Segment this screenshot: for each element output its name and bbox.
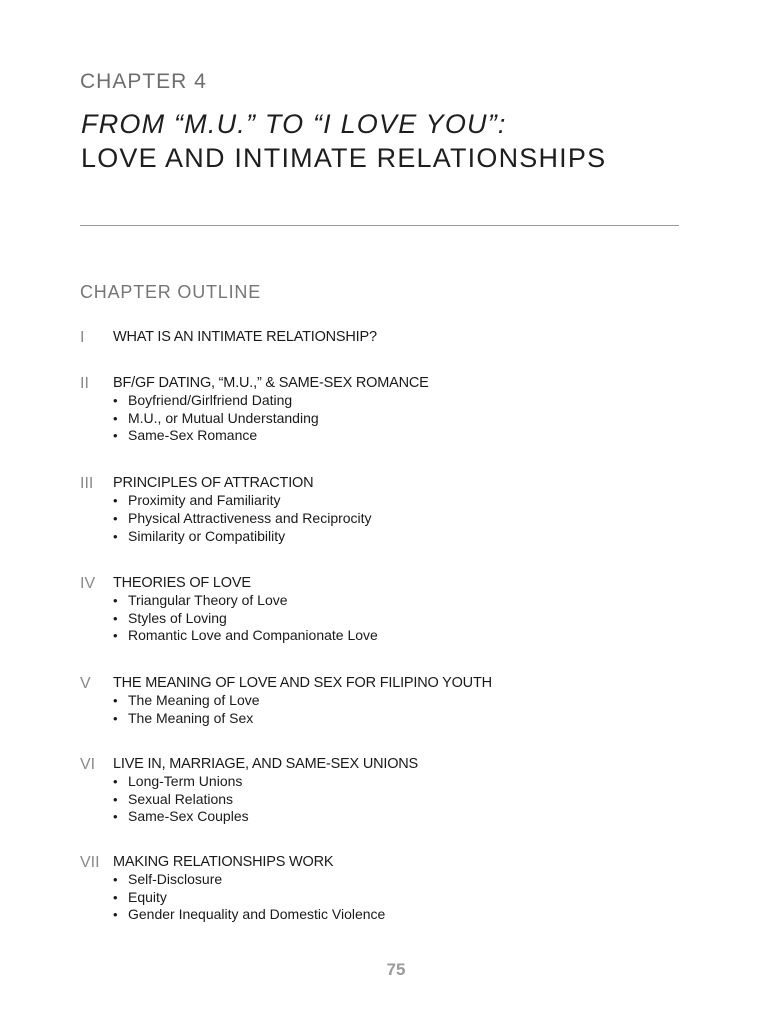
list-item: • M.U., or Mutual Understanding (113, 409, 319, 426)
section-title: WHAT IS AN INTIMATE RELATIONSHIP? (113, 329, 377, 345)
section-title: MAKING RELATIONSHIPS WORK (113, 854, 334, 870)
list-item: • Sexual Relations (113, 790, 234, 807)
section-numeral: III (80, 475, 94, 492)
list-item: • Same-Sex Romance (113, 427, 258, 443)
list-item: • Triangular Theory of Love (113, 592, 288, 608)
section-title: THEORIES OF LOVE (113, 575, 251, 591)
bullet-icon: • (113, 610, 118, 626)
section-items (113, 773, 249, 826)
section-numeral: VII (80, 854, 100, 871)
bullet-icon: • (113, 628, 118, 643)
section-title: LIVE IN, MARRIAGE, AND SAME-SEX UNIONS (113, 756, 419, 772)
chapter-title-line-2: LOVE AND INTIMATE RELATIONSHIPS (81, 143, 607, 173)
chapter-title-line-1: FROM “M.U.” TO “I LOVE YOU”: (81, 109, 507, 139)
section-title: THE MEANING OF LOVE AND SEX FOR FILIPINO YOUTH (113, 675, 492, 691)
bullet-icon: • (113, 593, 118, 608)
outline-heading: CHAPTER OUTLINE (80, 282, 262, 302)
list-item: • Physical Attractiveness and Reciprocity (113, 509, 372, 526)
list-item: • The Meaning of Love (113, 692, 260, 708)
section-numeral: VI (80, 756, 96, 773)
section-items (113, 392, 319, 445)
bullet-icon: • (113, 889, 118, 905)
list-item: • Same-Sex Couples (113, 808, 249, 824)
bullet-icon: • (113, 791, 118, 807)
section-title: PRINCIPLES OF ATTRACTION (113, 475, 314, 491)
section-items (113, 871, 385, 924)
bullet-icon: • (113, 428, 118, 443)
list-item: • Gender Inequality and Domestic Violence (113, 906, 386, 922)
section-numeral: V (80, 675, 91, 692)
bullet-icon: • (113, 693, 118, 708)
section-numeral: IV (80, 575, 96, 592)
bullet-icon: • (113, 510, 118, 526)
bullet-icon: • (113, 872, 118, 887)
list-item: • Boyfriend/Girlfriend Dating (113, 392, 293, 408)
bullet-icon: • (113, 907, 118, 922)
section-numeral: I (80, 329, 85, 346)
bullet-icon: • (113, 710, 118, 726)
list-item: • The Meaning of Sex (113, 709, 254, 726)
bullet-icon: • (113, 774, 118, 789)
list-item: • Long-Term Unions (113, 773, 243, 789)
page-number: 75 (386, 960, 406, 979)
chapter-label: CHAPTER 4 (80, 70, 207, 93)
section-items (113, 692, 260, 727)
list-item: • Similarity or Compatibility (113, 528, 286, 544)
list-item: • Equity (113, 888, 167, 905)
list-item: • Self-Disclosure (113, 871, 223, 887)
list-item: • Romantic Love and Companionate Love (113, 627, 378, 643)
section-items (113, 492, 372, 546)
list-item: • Proximity and Familiarity (113, 492, 281, 508)
bullet-icon: • (113, 529, 118, 544)
list-item: • Styles of Loving (113, 609, 227, 626)
bullet-icon: • (113, 393, 118, 408)
bullet-icon: • (113, 809, 118, 824)
bullet-icon: • (113, 410, 118, 426)
section-title: BF/GF DATING, “M.U.,” & SAME-SEX ROMANCE (113, 375, 429, 391)
section-numeral: II (80, 375, 89, 392)
bullet-icon: • (113, 493, 118, 508)
section-items (113, 592, 378, 645)
divider-rule (80, 225, 679, 226)
